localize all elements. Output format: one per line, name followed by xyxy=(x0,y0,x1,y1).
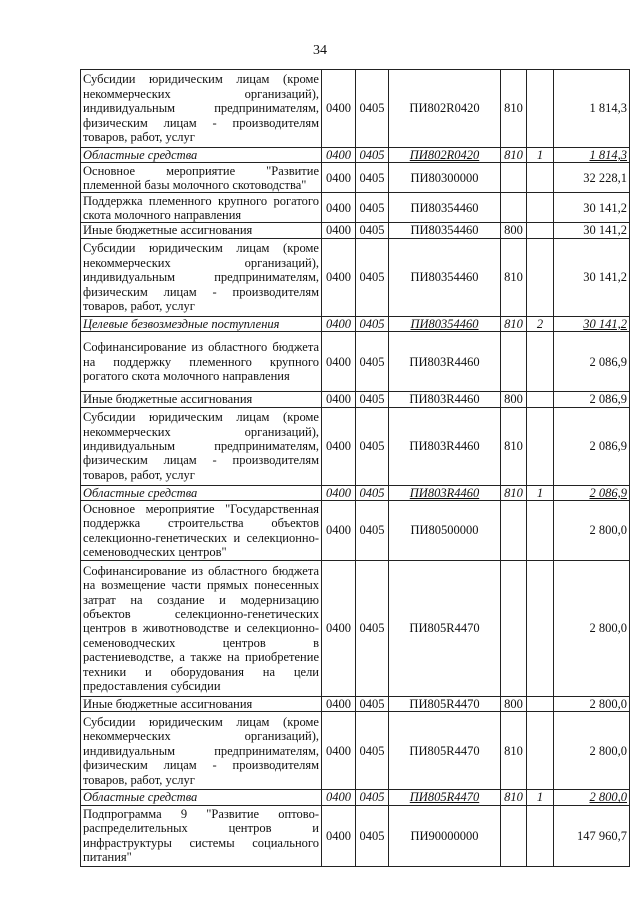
ministry-code: 0400 xyxy=(322,501,356,561)
row-name: Областные средства xyxy=(81,790,322,805)
row-name: Подпрограмма 9 "Развитие оптово-распределительных центров и инфраструктуры системы социального питания" xyxy=(81,805,322,866)
table-row xyxy=(81,223,630,238)
funding-source-code xyxy=(527,332,554,392)
ministry-code: 0400 xyxy=(322,70,356,148)
amount: 30 141,2 xyxy=(554,238,630,316)
table-row xyxy=(81,501,630,561)
section-code: 0405 xyxy=(356,697,389,712)
funding-source-code xyxy=(527,501,554,561)
row-name: Иные бюджетные ассигнования xyxy=(81,223,322,238)
section-code: 0405 xyxy=(356,223,389,238)
section-code: 0405 xyxy=(356,392,389,407)
expense-type-code xyxy=(501,332,527,392)
amount: 2 800,0 xyxy=(554,561,630,697)
ministry-code: 0400 xyxy=(322,238,356,316)
amount: 1 814,3 xyxy=(554,148,630,163)
amount: 1 814,3 xyxy=(554,70,630,148)
section-code: 0405 xyxy=(356,407,389,485)
ministry-code: 0400 xyxy=(322,193,356,223)
funding-source-code: 1 xyxy=(527,148,554,163)
expense-type-code: 810 xyxy=(501,485,527,500)
amount: 2 800,0 xyxy=(554,501,630,561)
funding-source-code xyxy=(527,238,554,316)
section-code: 0405 xyxy=(356,332,389,392)
expense-type-code: 810 xyxy=(501,148,527,163)
row-name: Субсидии юридическим лицам (кроме некоммерческих организаций), индивидуальным предпринимателям, физическим лицам - производителям товаров, работ, услуг xyxy=(81,712,322,790)
expense-type-code: 810 xyxy=(501,70,527,148)
target-article-code: ПИ802R0420 xyxy=(389,70,501,148)
expense-type-code xyxy=(501,163,527,193)
target-article-code: ПИ803R4460 xyxy=(389,407,501,485)
amount: 30 141,2 xyxy=(554,223,630,238)
row-name: Иные бюджетные ассигнования xyxy=(81,392,322,407)
page-number: 34 xyxy=(313,43,327,58)
row-name: Софинансирование из областного бюджета на поддержку племенного крупного рогатого скота молочного направления xyxy=(81,332,322,392)
funding-source-code xyxy=(527,805,554,866)
table-row xyxy=(81,790,630,805)
expense-type-code: 800 xyxy=(501,223,527,238)
target-article-code: ПИ805R4470 xyxy=(389,561,501,697)
amount: 2 800,0 xyxy=(554,790,630,805)
ministry-code: 0400 xyxy=(322,332,356,392)
row-name: Областные средства xyxy=(81,485,322,500)
expense-type-code: 810 xyxy=(501,407,527,485)
expense-type-code xyxy=(501,193,527,223)
ministry-code: 0400 xyxy=(322,697,356,712)
section-code: 0405 xyxy=(356,316,389,331)
amount: 2 800,0 xyxy=(554,712,630,790)
row-name: Целевые безвозмездные поступления xyxy=(81,316,322,331)
row-name: Поддержка племенного крупного рогатого скота молочного направления xyxy=(81,193,322,223)
funding-source-code xyxy=(527,697,554,712)
ministry-code: 0400 xyxy=(322,485,356,500)
section-code: 0405 xyxy=(356,712,389,790)
ministry-code: 0400 xyxy=(322,163,356,193)
target-article-code: ПИ803R4460 xyxy=(389,485,501,500)
funding-source-code xyxy=(527,392,554,407)
target-article-code: ПИ803R4460 xyxy=(389,332,501,392)
table-row xyxy=(81,697,630,712)
row-name: Основное мероприятие "Государственная поддержка строительства объектов селекционно-генетических и селекционно-семеноводческих центров" xyxy=(81,501,322,561)
ministry-code: 0400 xyxy=(322,712,356,790)
expense-type-code: 800 xyxy=(501,697,527,712)
ministry-code: 0400 xyxy=(322,316,356,331)
ministry-code: 0400 xyxy=(322,148,356,163)
funding-source-code: 1 xyxy=(527,485,554,500)
target-article-code: ПИ80500000 xyxy=(389,501,501,561)
table-row xyxy=(81,407,630,485)
row-name: Субсидии юридическим лицам (кроме некоммерческих организаций), индивидуальным предпринимателям, физическим лицам - производителям товаров, работ, услуг xyxy=(81,407,322,485)
row-name: Основное мероприятие "Развитие племенной базы молочного скотоводства" xyxy=(81,163,322,193)
amount: 32 228,1 xyxy=(554,163,630,193)
row-name: Софинансирование из областного бюджета на возмещение части прямых понесенных затрат на создание и модернизацию объектов селекционно-генетических центров в животноводстве и селекционно-семеноводческих центров в растениеводстве, а также на приобретение техники и оборудования на цели предоставления субсидии xyxy=(81,561,322,697)
section-code: 0405 xyxy=(356,238,389,316)
target-article-code: ПИ803R4460 xyxy=(389,392,501,407)
expense-type-code xyxy=(501,805,527,866)
section-code: 0405 xyxy=(356,148,389,163)
expense-type-code xyxy=(501,501,527,561)
target-article-code: ПИ80300000 xyxy=(389,163,501,193)
section-code: 0405 xyxy=(356,70,389,148)
section-code: 0405 xyxy=(356,790,389,805)
target-article-code: ПИ805R4470 xyxy=(389,790,501,805)
section-code: 0405 xyxy=(356,193,389,223)
ministry-code: 0400 xyxy=(322,223,356,238)
table-row xyxy=(81,392,630,407)
ministry-code: 0400 xyxy=(322,392,356,407)
funding-source-code: 2 xyxy=(527,316,554,331)
row-name: Иные бюджетные ассигнования xyxy=(81,697,322,712)
expense-type-code: 800 xyxy=(501,392,527,407)
ministry-code: 0400 xyxy=(322,805,356,866)
amount: 2 086,9 xyxy=(554,407,630,485)
expense-type-code: 810 xyxy=(501,238,527,316)
funding-source-code xyxy=(527,712,554,790)
ministry-code: 0400 xyxy=(322,790,356,805)
section-code: 0405 xyxy=(356,561,389,697)
section-code: 0405 xyxy=(356,163,389,193)
funding-source-code: 1 xyxy=(527,790,554,805)
funding-source-code xyxy=(527,223,554,238)
table-row xyxy=(81,316,630,331)
target-article-code: ПИ80354460 xyxy=(389,223,501,238)
amount: 2 086,9 xyxy=(554,332,630,392)
funding-source-code xyxy=(527,163,554,193)
row-name: Субсидии юридическим лицам (кроме некоммерческих организаций), индивидуальным предпринимателям, физическим лицам - производителям товаров, работ, услуг xyxy=(81,70,322,148)
target-article-code: ПИ80354460 xyxy=(389,193,501,223)
row-name: Субсидии юридическим лицам (кроме некоммерческих организаций), индивидуальным предпринимателям, физическим лицам - производителям товаров, работ, услуг xyxy=(81,238,322,316)
target-article-code: ПИ80354460 xyxy=(389,316,501,331)
funding-source-code xyxy=(527,407,554,485)
amount: 2 086,9 xyxy=(554,392,630,407)
expense-type-code: 810 xyxy=(501,316,527,331)
table-row xyxy=(81,163,630,193)
table-row xyxy=(81,148,630,163)
amount: 30 141,2 xyxy=(554,193,630,223)
expense-type-code: 810 xyxy=(501,790,527,805)
funding-source-code xyxy=(527,70,554,148)
funding-source-code xyxy=(527,193,554,223)
table-row xyxy=(81,805,630,866)
target-article-code: ПИ90000000 xyxy=(389,805,501,866)
table-row xyxy=(81,712,630,790)
ministry-code: 0400 xyxy=(322,561,356,697)
target-article-code: ПИ802R0420 xyxy=(389,148,501,163)
target-article-code: ПИ805R4470 xyxy=(389,697,501,712)
table-row xyxy=(81,485,630,500)
expense-type-code xyxy=(501,561,527,697)
target-article-code: ПИ805R4470 xyxy=(389,712,501,790)
amount: 2 086,9 xyxy=(554,485,630,500)
target-article-code: ПИ80354460 xyxy=(389,238,501,316)
table-row xyxy=(81,332,630,392)
amount: 147 960,7 xyxy=(554,805,630,866)
funding-source-code xyxy=(527,561,554,697)
amount: 30 141,2 xyxy=(554,316,630,331)
table-row xyxy=(81,238,630,316)
row-name: Областные средства xyxy=(81,148,322,163)
table-row xyxy=(81,561,630,697)
section-code: 0405 xyxy=(356,485,389,500)
budget-table xyxy=(80,69,630,867)
amount: 2 800,0 xyxy=(554,697,630,712)
section-code: 0405 xyxy=(356,501,389,561)
table-row xyxy=(81,193,630,223)
expense-type-code: 810 xyxy=(501,712,527,790)
ministry-code: 0400 xyxy=(322,407,356,485)
section-code: 0405 xyxy=(356,805,389,866)
table-row xyxy=(81,70,630,148)
